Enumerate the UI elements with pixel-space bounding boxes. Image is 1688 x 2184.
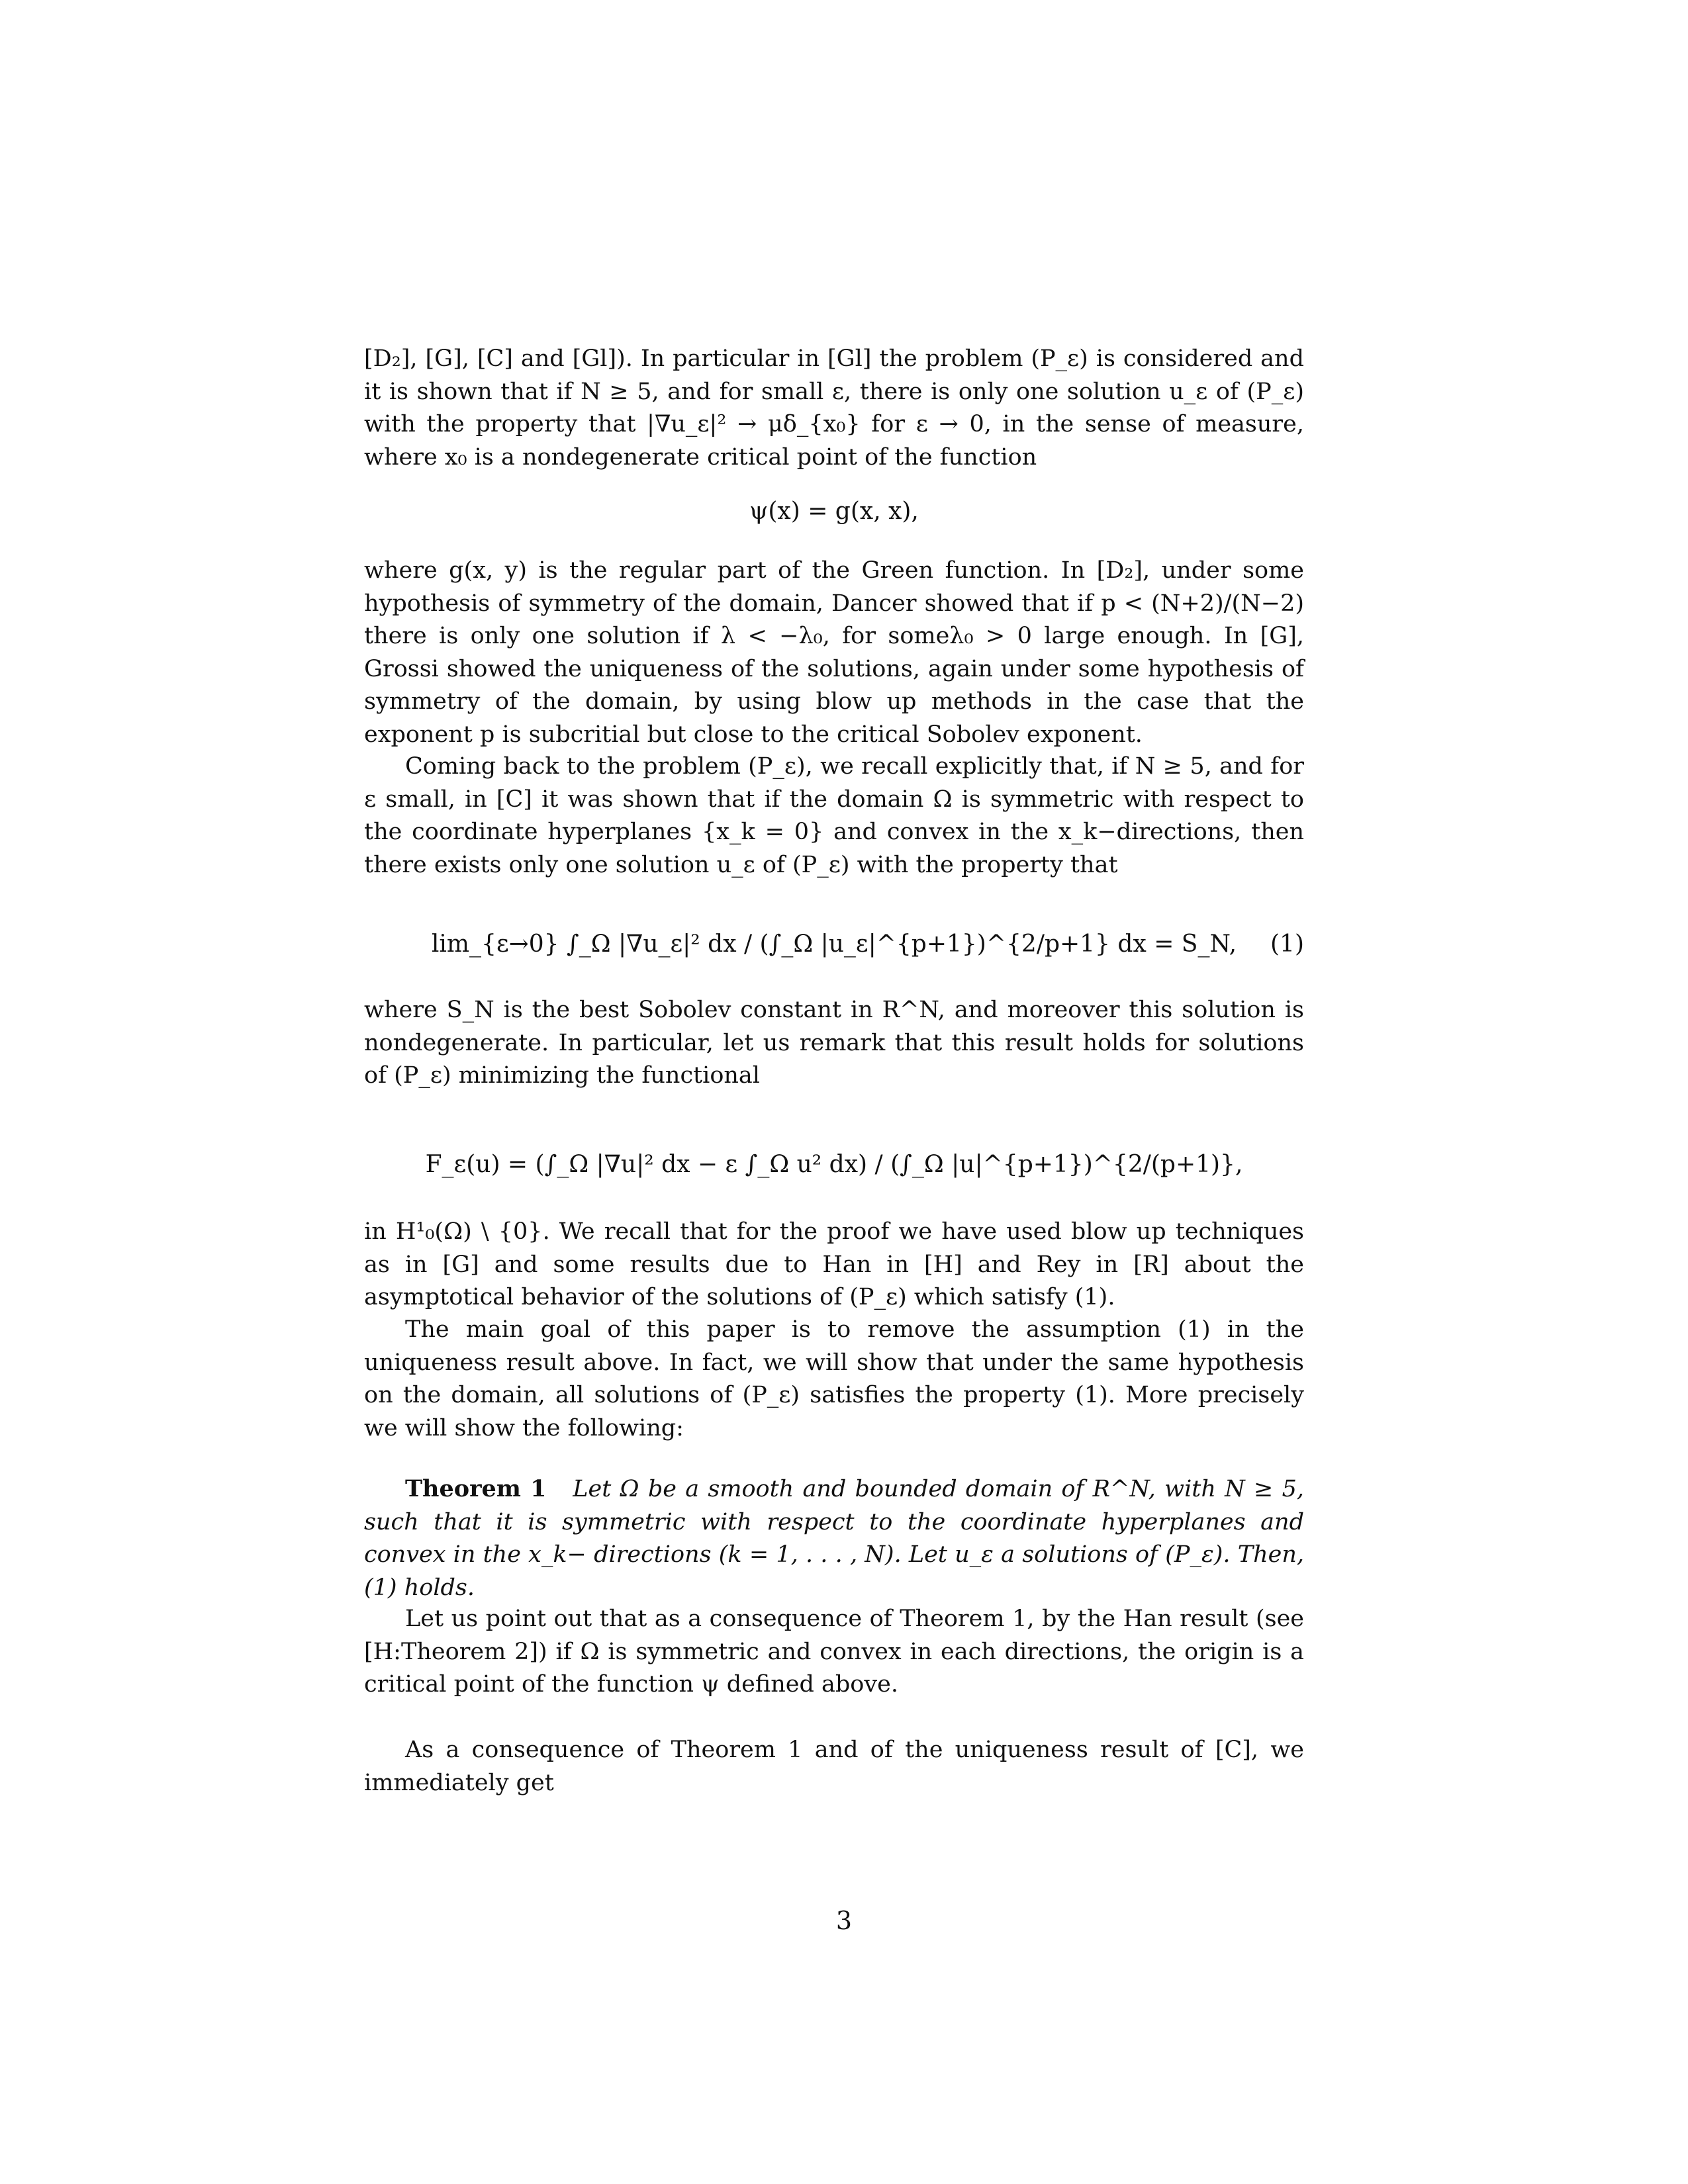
paragraph-5 — [364, 1216, 1304, 1314]
theorem-1 — [364, 1473, 1304, 1604]
equation-1-text: lim_{ε→0} ∫_Ω |∇u_ε|² dx / (∫_Ω |u_ε|^{p+1})^{2/p+1} dx = S_N, — [431, 931, 1237, 958]
paragraph-2-text: where g(x, y) is the regular part of the Green function. In [D₂], under some hypothesis of symmetry of the domain, Dancer showed that if p < (N+2)/(N−2) there is only one solution if λ < −λ₀, for someλ₀ > 0 large enough. In [G], Grossi showed the uniqueness of the solutions, again under some hypothesis of symmetry of the domain, by using blow up methods in the case that the exponent p is subcritial but close to the critical Sobolev exponent. — [364, 557, 1304, 748]
equation-psi — [364, 498, 1304, 525]
equation-F — [364, 1135, 1304, 1195]
paragraph-8 — [364, 1734, 1304, 1799]
paragraph-1 — [364, 343, 1304, 474]
equation-psi-text: ψ(x) = g(x, x), — [749, 498, 919, 525]
equation-1 — [364, 915, 1304, 974]
paragraph-6 — [364, 1314, 1304, 1445]
equation-F-text: F_ε(u) = (∫_Ω |∇u|² dx − ε ∫_Ω u² dx) / (∫_Ω |u|^{p+1})^{2/(p+1)}, — [425, 1151, 1243, 1178]
paragraph-5-text: in H¹₀(Ω) \ {0}. We recall that for the proof we have used blow up techniques as in [G] and some results due to Han in [H] and Rey in [R] about the asymptotical behavior of the solutions of (P_ε) which satisfy (1). — [364, 1218, 1304, 1310]
paragraph-4-text: where S_N is the best Sobolev constant in R^N, and moreover this solution is nondegenerate. In particular, let us remark that this result holds for solutions of (P_ε) minimizing the functional — [364, 997, 1304, 1089]
equation-1-label: (1) — [1270, 931, 1304, 958]
paragraph-7 — [364, 1603, 1304, 1702]
paragraph-4 — [364, 994, 1304, 1093]
paragraph-6-text: The main goal of this paper is to remove the assumption (1) in the uniqueness result above. In fact, we will show that under the same hypothesis on the domain, all solutions of (P_ε) satisfies the property (1). More precisely we will show the following: — [364, 1316, 1304, 1441]
theorem-title: Theorem 1 — [405, 1475, 547, 1502]
theorem-body: Let Ω be a smooth and bounded domain of R^N, with N ≥ 5, such that it is symmetric with respect to the coordinate hyperplanes and convex in the x_k− directions (k = 1, . . . , N). Let u_ε a solutions of (P_ε). Then, (1) holds. — [364, 1476, 1304, 1601]
paragraph-1-text: [D₂], [G], [C] and [Gl]). In particular in [Gl] the problem (P_ε) is considered and it is shown that if N ≥ 5, and for small ε, there is only one solution u_ε of (P_ε) with the property that |∇u_ε|² → μδ_{x₀} for ε → 0, in the sense of measure, where x₀ is a nondegenerate critical point of the function — [364, 345, 1304, 471]
paragraph-2 — [364, 555, 1304, 751]
paragraph-7-text: Let us point out that as a consequence of Theorem 1, by the Han result (see [H:Theorem 2]) if Ω is symmetric and convex in each directions, the origin is a critical point of the function ψ defined above. — [364, 1606, 1304, 1698]
paragraph-3 — [364, 751, 1304, 882]
paragraph-8-text: As a consequence of Theorem 1 and of the uniqueness result of [C], we immediately get — [364, 1737, 1304, 1796]
page-number: 3 — [835, 1906, 853, 1935]
paragraph-3-text: Coming back to the problem (P_ε), we recall explicitly that, if N ≥ 5, and for ε small, in [C] it was shown that if the domain Ω is symmetric with respect to the coordinate hyperplanes {x_k = 0} and convex in the x_k−directions, then there exists only one solution u_ε of (P_ε) with the property that — [364, 753, 1304, 878]
